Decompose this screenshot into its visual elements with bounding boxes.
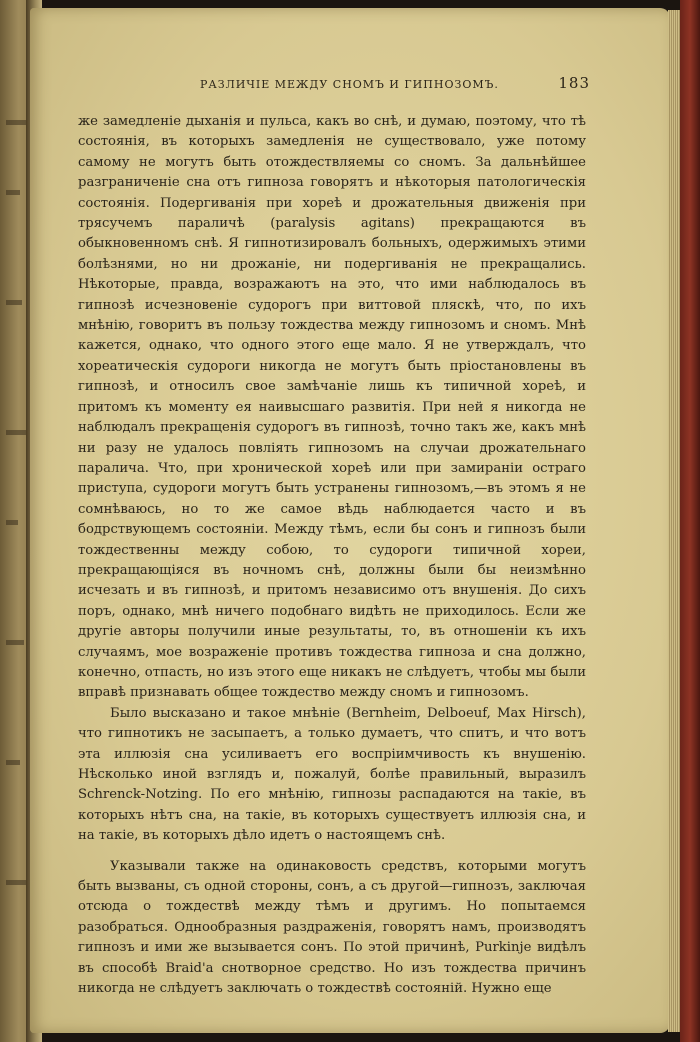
left-page-text-fragment: [6, 760, 20, 765]
left-page-text-fragment: [6, 640, 24, 645]
page-body: [78, 112, 586, 999]
paragraph: же замедленіе дыханія и пульса, какъ во снѣ, и думаю, поэтому, что тѣ состоянія, въ которыхъ замедленія не существовало, уже потому самому не могутъ быть отождествляемы со сномъ. За дальнѣйшее разграниченіе сна отъ гипноза говорятъ и нѣкоторыя патологическія состоянія. Подергиванія при хореѣ и дрожательныя движенія при трясучемъ параличѣ (paralysis agitans) прекращаются въ обыкновенномъ снѣ. Я гипнотизировалъ больныхъ, одержимыхъ этими болѣзнями, но ни дрожаніе, ни подергиванія не прекращались. Нѣкоторые, правда, возражаютъ на это, что ими наблюдалось въ гипнозѣ исчезновеніе судорогъ при виттовой пляскѣ, что, по ихъ мнѣнію, говоритъ въ пользу тождества между гипнозомъ и сномъ. Мнѣ кажется, однако, что одного этого еще мало. Я не утверждалъ, что хореатическія судороги никогда не могутъ быть пріостановлены въ гипнозѣ, и относилъ свое замѣчаніе лишь къ типичной хореѣ, и притомъ къ моменту ея наивысшаго развитія. При ней я никогда не наблюдалъ прекращенія судорогъ въ гипнозѣ, точно такъ же, какъ мнѣ ни разу не удалось повліять гипнозомъ на случаи дрожательнаго паралича. Что, при хронической хореѣ или при замираніи остраго приступа, судороги могутъ быть устранены гипнозомъ,—въ этомъ я не сомнѣваюсь, но то же самое вѣдь наблюдается часто и въ бодрствующемъ состояніи. Между тѣмъ, если бы сонъ и гипнозъ были тождественны между собою, то судороги типичной хореи, прекращающіяся въ ночномъ снѣ, должны были бы неизмѣнно исчезать и въ гипнозѣ, и притомъ независимо отъ внушенія. До сихъ поръ, однако, мнѣ ничего подобнаго видѣть не приходилось. Если же другіе авторы получили иные результаты, то, въ отношеніи къ ихъ случаямъ, мое возраженіе противъ тождества гипноза и сна должно, конечно, отпасть, но изъ этого еще никакъ не слѣдуетъ, чтобы мы были вправѣ признавать общее тождество между сномъ и гипнозомъ.: [78, 114, 586, 701]
left-page-text-fragment: [6, 300, 22, 305]
left-page-text-fragment: [6, 120, 26, 125]
page-stack-edge: [668, 10, 680, 1032]
page-number: 183: [558, 74, 590, 92]
book-cover-edge: [680, 0, 700, 1042]
left-page-text-fragment: [6, 430, 26, 435]
left-page-text-fragment: [6, 520, 18, 525]
paragraph: Было высказано и такое мнѣніе (Bernheim, Delboeuf, Max Hirsch), что гипнотикъ не засыпаетъ, а только думаетъ, что спитъ, и что вотъ эта иллюзія сна усиливаетъ его воспріимчивость къ внушенію. Нѣсколько иной взглядъ и, пожалуй, болѣе правильный, выразилъ Schrenck-Notzing. По его мнѣнію, гипнозы распадаются на такіе, въ которыхъ нѣтъ сна, на такіе, въ которыхъ существуетъ иллюзія сна, и на такіе, въ которыхъ дѣло идетъ о настоящемъ снѣ.: [78, 705, 586, 844]
left-page-text-fragment: [6, 880, 26, 885]
running-title: РАЗЛИЧІЕ МЕЖДУ СНОМЪ И ГИПНОЗОМЪ.: [200, 78, 499, 91]
paragraph: Указывали также на одинаковость средствъ, которыми могутъ быть вызваны, съ одной стороны, сонъ, а съ другой—гипнозъ, заключая отсюда о тождествѣ между тѣмъ и другимъ. Но попытаемся разобраться. Однообразныя раздраженія, говорятъ намъ, производятъ гипнозъ и ими же вызывается сонъ. По этой причинѣ, Purkinje видѣлъ въ способѣ Braid'а снотворное средство. Но изъ тождества причинъ никогда не слѣдуетъ заключать о тождествѣ состояній. Нужно еще: [78, 858, 586, 997]
left-page-text-fragment: [6, 190, 20, 195]
running-header: [200, 74, 590, 94]
